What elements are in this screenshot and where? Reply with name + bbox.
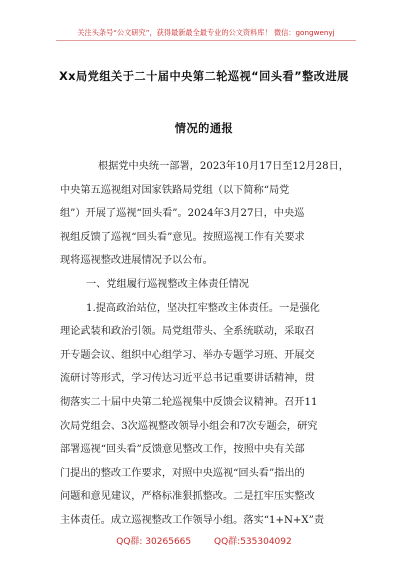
footer — [0, 534, 408, 547]
body-line: 次局党组会、3次巡视整改领导小组会和7次专题会，研究 — [60, 420, 318, 432]
footer-qq-group-1: QQ群: 30265665 — [116, 537, 192, 547]
body-line: 开专题会议、组织中心组学习、举办专题学习班、开展交 — [60, 349, 315, 361]
body-line: 根据党中央统一部署，2023年10月17日至12月28日， — [98, 161, 349, 172]
body-line: 组”）开展了巡视“回头看”。2024年3月27日，中央巡 — [60, 208, 305, 220]
section-heading: 一、党组履行巡视整改主体责任情况 — [86, 278, 249, 290]
body-line: 理论武装和政治引领。局党组带头、全系统联动，采取召 — [60, 326, 315, 338]
body-line: 门提出的整改工作要求，对照中央巡视“回头看”指出的 — [60, 467, 305, 479]
document-title-line-1: Xx局党组关于二十届中央第二轮巡视“回头看”整改进展 — [59, 70, 349, 83]
body-line: 视组反馈了巡视“回头看”意见。按照巡视工作有关要求 — [60, 231, 305, 243]
document-title-line-2: 情况的通报 — [174, 122, 234, 135]
header-banner: 关注头条号“公文研究”，获得最新最全最专业的公文资料库！ 微信：gongwenyj — [56, 26, 356, 41]
body-line: 部署巡视“回头看”反馈意见整改工作，按照中央有关部 — [60, 444, 305, 456]
body-line: 1.提高政治站位，坚决扛牢整改主体责任。一是强化 — [86, 302, 320, 314]
document-body — [60, 155, 358, 533]
body-line: 中央第五巡视组对国家铁路局党组（以下简称“局党 — [60, 184, 290, 196]
body-line: 流研讨等形式，学习传达习近平总书记重要讲话精神，贯 — [60, 373, 315, 385]
body-line: 主体责任。成立巡视整改工作领导小组。落实“1+N+X”责 — [60, 514, 325, 526]
footer-qq-group-2: QQ群:535304092 — [214, 537, 292, 547]
body-line: 问题和意见建议，严格标准狠抓整改。二是扛牢压实整改 — [60, 491, 315, 503]
body-line: 现将巡视整改进展情况予以公布。 — [60, 255, 213, 267]
body-line: 彻落实二十届中央第二轮巡视集中反馈会议精神。召开11 — [60, 396, 318, 408]
